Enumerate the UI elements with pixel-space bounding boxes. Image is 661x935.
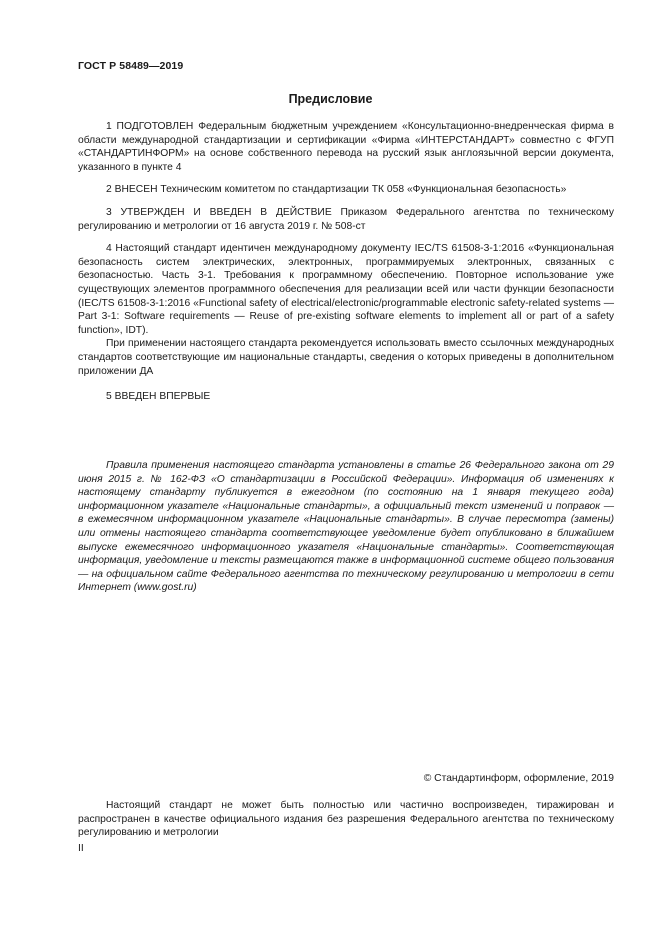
copyright-line: © Стандартинформ, оформление, 2019 [423,773,614,784]
foreword-body [78,120,614,413]
application-rules-notice [78,459,614,595]
paragraph-prepared: 1 ПОДГОТОВЛЕН Федеральным бюджетным учреждением «Консультационно-внедренческая фирма в области международной стандартизации и сертификации «Фирма «ИНТЕРСТАНДАРТ» совместно с ФГУП «СТАНДАРТИНФОРМ» на основе собственного перевода на русский язык англоязычной версии документа, указанного в пункте 4 [78,121,614,173]
paragraph-first-introduced: 5 ВВЕДЕН ВПЕРВЫЕ [106,391,211,403]
document-code: ГОСТ Р 58489—2019 [78,60,184,72]
notice-text: Правила применения настоящего стандарта установлены в статье 26 Федерального закона от 29 июня 2015 г. № 162-ФЗ «О стандартизации в Российской Федерации». Информация об изменениях к настоящему стандарту публикуется в ежегодном (по состоянию на 1 января текущего года) информационном указателе «Национальные стандарты», а официальный текст изменений и поправок — в ежемесячном информационном указателе «Национальные стандарты». В случае пересмотра (замены) или отмены настоящего стандарта соответствующее уведомление будет опубликовано в ближайшем выпуске ежемесячного информационного указателя «Национальные стандарты». Соответствующая информация, уведомление и тексты размещаются также в информационной системе общего пользования — на официальном сайте Федерального агентства по техническому регулированию и метрологии в сети Интернет (www.gost.ru) [78,460,614,594]
paragraph-application: При применении настоящего стандарта рекомендуется использовать вместо ссылочных международных стандартов соответствующие им национальные стандарты, сведения о которых приведены в дополнительном приложении ДА [78,338,614,377]
reproduction-notice [78,799,614,840]
paragraph-identical: 4 Настоящий стандарт идентичен международному документу IEC/TS 61508-3-1:2016 «Функциональная безопасность систем электрических, электронных, программируемых электронных, связанных с безопасностью. Часть 3-1. Требования к программному обеспечению. Повторное использование уже существующих элементов программного обеспечения для реализации всей или части функции безопасности (IEC/TS 61508-3-1:2016 «Functional safety of electrical/electronic/programmable electronic safety-related systems — Part 3-1: Software requirements — Reuse of pre-existing software elements to implement all or part of a safety function», IDT). [78,243,614,336]
page-number: II [78,843,84,854]
paragraph-approved: 3 УТВЕРЖДЕН И ВВЕДЕН В ДЕЙСТВИЕ Приказом Федерального агентства по техническому регулированию и метрологии от 16 августа 2019 г. № 508-ст [78,206,614,232]
section-title: Предисловие [288,92,373,106]
paragraph-introduced: 2 ВНЕСЕН Техническим комитетом по стандартизации ТК 058 «Функциональная безопасность» [106,184,567,196]
reproduction-text: Настоящий стандарт не может быть полностью или частично воспроизведен, тиражирован и распространен в качестве официального издания без разрешения Федерального агентства по техническому регулированию и метрологии [78,800,614,839]
